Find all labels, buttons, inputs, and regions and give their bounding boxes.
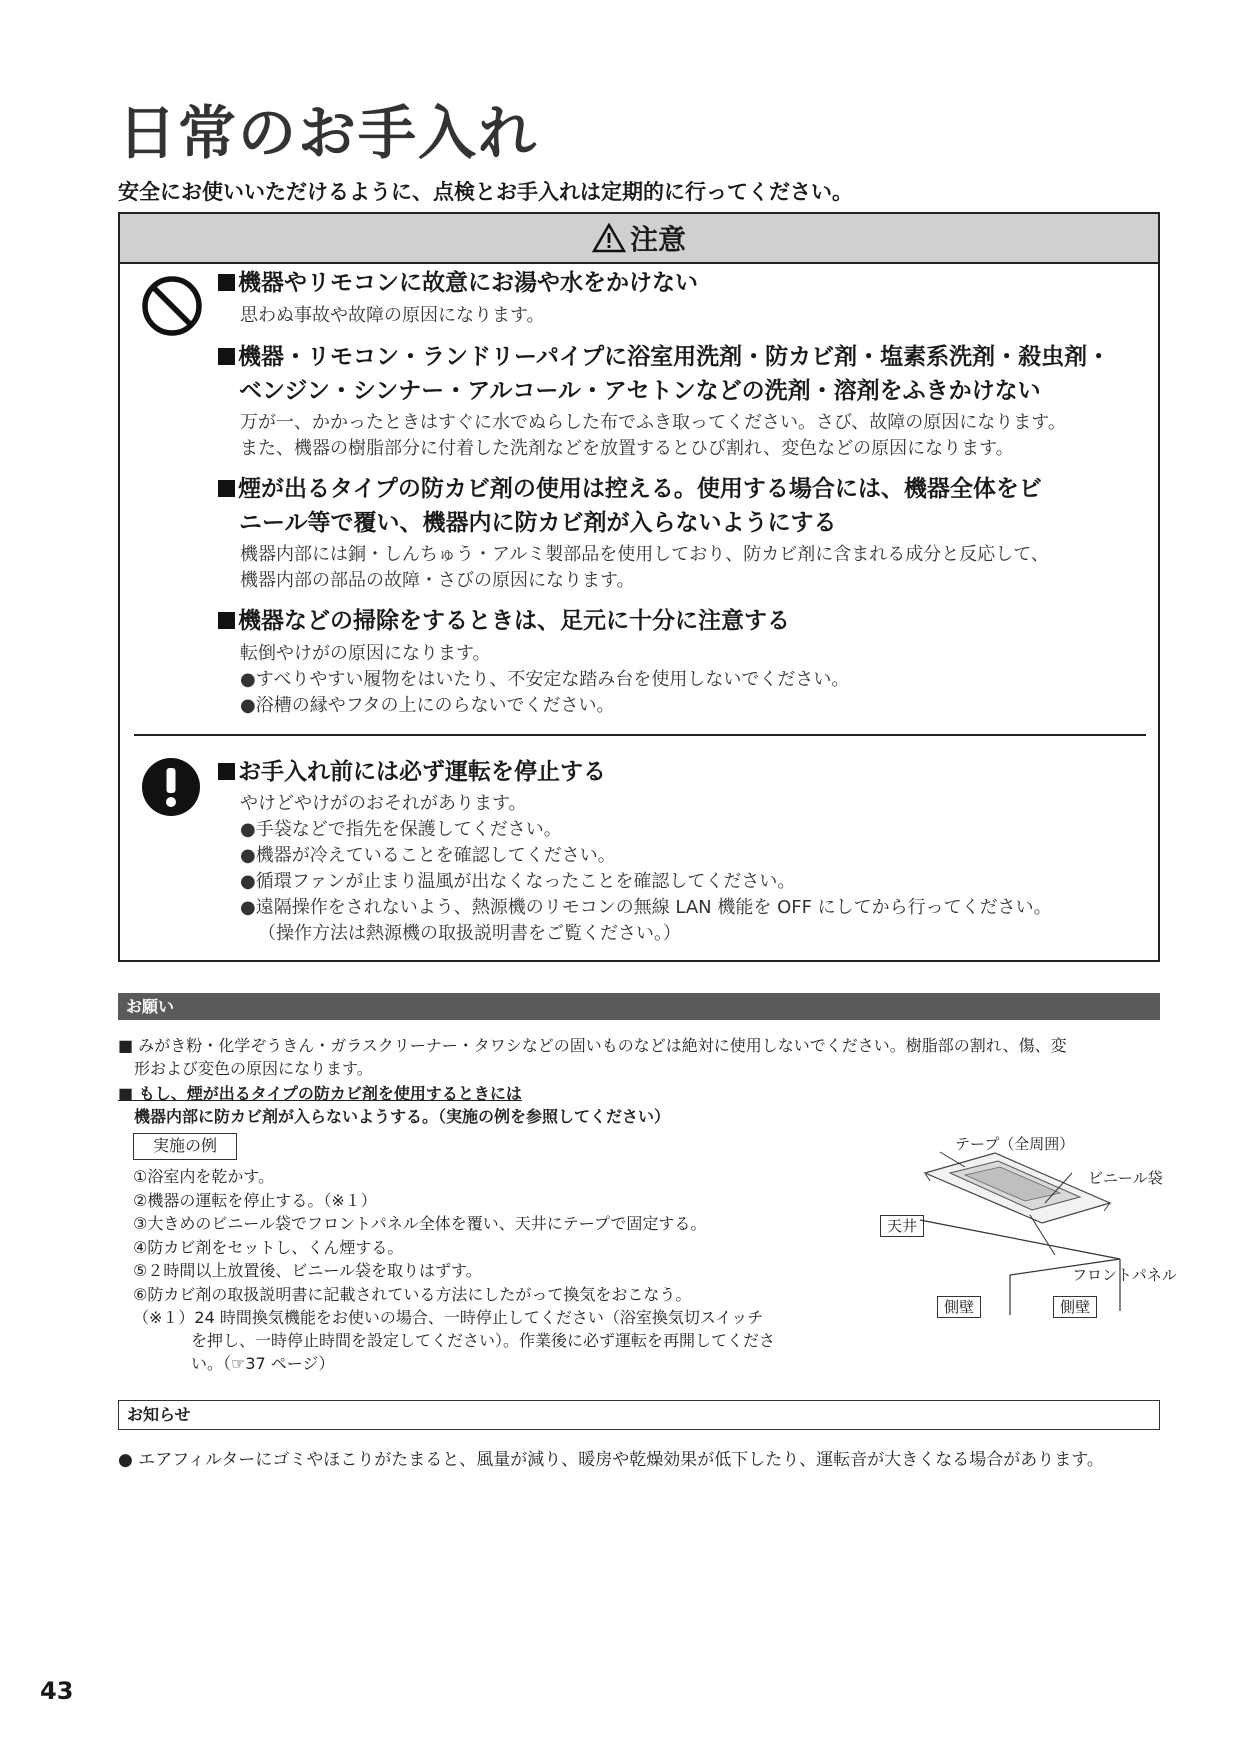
step-item: ⑥防カビ剤の取扱説明書に記載されている方法にしたがって換気をおこなう。: [133, 1284, 692, 1304]
step-item: ⑤２時間以上放置後、ビニール袋を取りはずす。: [133, 1261, 482, 1280]
diagram-label-wall-left: 側壁: [937, 1296, 981, 1318]
caution-header-label: 注意: [629, 223, 686, 256]
caution-item-5-body: やけどやけがのおそれがあります。 ●手袋などで指先を保護してください。 ●機器が冷えていることを確認してください。 ●循環ファンが止まり温風が出なくなったことを確認してください。 ●遠隔操作をされないよう、熱源機のリモコンの無線 LAN 機能を OFF にしてから行ってください。 （操作方法は熱源機の取扱説明書をご覧ください。）: [240, 793, 1052, 944]
example-label: 実施の例: [133, 1133, 237, 1160]
request-header: お願い: [118, 993, 1160, 1020]
intro-text: 安全にお使いいただけるように、点検とお手入れは定期的に行ってください。: [118, 180, 853, 204]
step-item: ③大きめのビニール袋でフロントパネル全体を覆い、天井にテープで固定する。: [133, 1214, 707, 1233]
caution-item-4-heading: 機器などの掃除をするときは、足元に十分に注意する: [218, 604, 790, 638]
mandatory-icon: [140, 756, 202, 818]
page-number: 43: [40, 1677, 74, 1705]
notice-header: お知らせ: [118, 1400, 1160, 1430]
caution-item-3-heading: 煙が出るタイプの防カビ剤の使用は控える。使用する場合には、機器全体をビ ニール等で覆い、機器内に防カビ剤が入らないようにする: [218, 472, 1042, 540]
diagram-label-tape: テープ（全周囲）: [955, 1135, 1075, 1153]
caution-item-1-body: 思わぬ事故や故障の原因になります。: [240, 305, 545, 326]
caution-divider: [134, 734, 1146, 736]
diagram-label-panel: フロントパネル: [1072, 1266, 1177, 1284]
example-steps: [133, 1165, 706, 1306]
caution-item-2-heading: 機器・リモコン・ランドリーパイプに浴室用洗剤・防カビ剤・塩素系洗剤・殺虫剤・ ベンジン・シンナー・アルコール・アセトンなどの洗剤・溶剤をふきかけない: [218, 340, 1110, 408]
prohibition-icon: [140, 274, 204, 338]
notice-text: ● エアフィルターにゴミやほこりがたまると、風量が減り、暖房や乾燥効果が低下したり、運転音が大きくなる場合があります。: [118, 1450, 1104, 1470]
diagram-label-wall-right: 側壁: [1053, 1296, 1097, 1318]
caution-item-4-body: 転倒やけがの原因になります。 ●すべりやすい履物をはいたり、不安定な踏み台を使用しないでください。 ●浴槽の縁やフタの上にのらないでください。: [240, 643, 850, 716]
step-item: ②機器の運転を停止する。（※１）: [133, 1190, 377, 1210]
caution-item-5-heading: お手入れ前には必ず運転を停止する: [218, 755, 606, 789]
caution-item-2-body: 万が一、かかったときはすぐに水でぬらした布でふき取ってください。さび、故障の原因になります。 また、機器の樹脂部分に付着した洗剤などを放置するとひび割れ、変色などの原因になります。: [240, 412, 1066, 459]
caution-header: [120, 214, 1158, 264]
step-item: ④防カビ剤をセットし、くん煙する。: [133, 1237, 404, 1257]
example-note: （※１）24 時間換気機能をお使いの場合、一時停止してください（浴室換気切スイッチ を押し、一時停止時間を設定してください）。作業後に必ず運転を再開してくださ い。（☞37 ページ）: [133, 1308, 776, 1373]
caution-item-1-heading: 機器やリモコンに故意にお湯や水をかけない: [218, 266, 698, 300]
request-bullet-2-heading: ■ もし、煙が出るタイプの防カビ剤を使用するときには: [118, 1084, 522, 1103]
page-title: 日常のお手入れ: [118, 99, 539, 167]
caution-item-3-body: 機器内部には銅・しんちゅう・アルミ製部品を使用しており、防カビ剤に含まれる成分と反応して、 機器内部の部品の故障・さびの原因になります。: [240, 544, 1049, 591]
step-item: ①浴室内を乾かす。: [133, 1167, 275, 1186]
diagram-label-bag: ビニール袋: [1088, 1169, 1163, 1187]
request-bullet-1: ■ みがき粉・化学ぞうきん・ガラスクリーナー・タワシなどの固いものなどは絶対に使用しないでください。樹脂部の割れ、傷、変 形および変色の原因になります。: [118, 1036, 1067, 1078]
warning-icon: [592, 223, 626, 253]
diagram-label-ceiling: 天井: [880, 1215, 924, 1237]
request-bullet-2-sub: 機器内部に防カビ剤が入らないようする。（実施の例を参照してください）: [134, 1107, 671, 1126]
caution-box: [118, 212, 1160, 962]
